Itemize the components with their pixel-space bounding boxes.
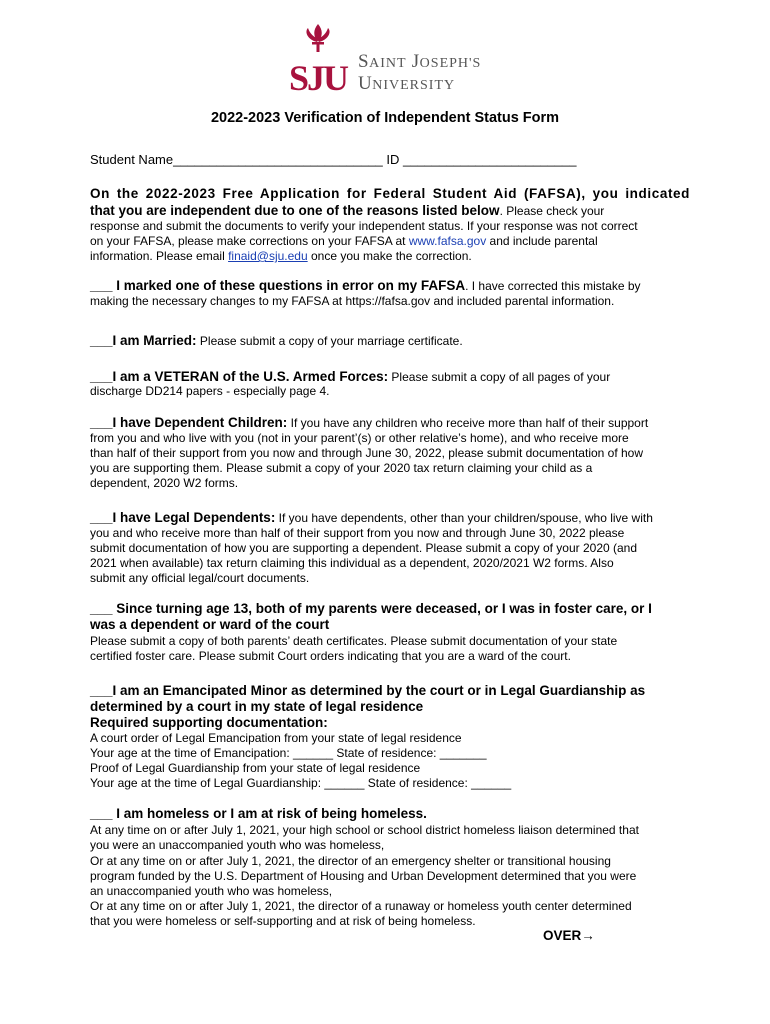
sju-logo-icon — [286, 22, 350, 100]
children-line-4: you are supporting them. Please submit a copy of your 2020 tax return claiming your child as a — [90, 461, 593, 475]
emancipated-line-4: A court order of Legal Emancipation from your state of legal residence — [90, 731, 462, 745]
intro-line-5 — [90, 249, 690, 264]
option-text: If you have any children who receive more than half of their support — [287, 416, 649, 430]
orphan-line-4: certified foster care. Please submit Court orders indicating that you are a ward of the court. — [90, 649, 571, 663]
intro-line-4 — [90, 234, 690, 249]
option-heading: ___I have Dependent Children: — [90, 415, 288, 430]
svg-text:SJU: SJU — [288, 58, 348, 98]
legal-dependents-line-3: submit documentation of how you are supporting a dependent. Please submit a copy of your 2020 (and — [90, 541, 638, 555]
intro-line-1: On the 2022-2023 Free Application for Federal Student Aid (FAFSA), you indicated — [90, 186, 690, 201]
required-docs-heading: Required supporting documentation: — [90, 715, 328, 730]
children-line-3: than half of their support from you now and through June 30, 2022, please submit documentation of how — [90, 446, 644, 460]
legal-dependents-line-5: submit any official legal/court documents. — [90, 571, 310, 585]
error-option-line-2: making the necessary changes to my FAFSA at https://fafsa.gov and included parental information. — [90, 294, 615, 308]
guardianship-age-field[interactable]: Your age at the time of Legal Guardianship: ______ State of residence: ______ — [90, 776, 512, 790]
university-logo — [286, 22, 526, 100]
logo-line-1: SAINT JOSEPH'S — [358, 51, 482, 72]
homeless-line-7: Or at any time on or after July 1, 2021, the director of a runaway or homeless youth center determined — [90, 899, 632, 913]
legal-dependents-line-2: you and who receive more than half of their support from you now and through June 30, 2022 please — [90, 526, 625, 540]
intro-rest: . Please check your — [499, 204, 605, 218]
option-text: Please submit a copy of your marriage certificate. — [196, 334, 463, 348]
option-heading: ___I am a VETERAN of the U.S. Armed Forces: — [90, 369, 389, 384]
homeless-line-2: At any time on or after July 1, 2021, your high school or school district homeless liaison determined that — [90, 823, 639, 837]
logo-line-2: UNIVERSITY — [358, 73, 456, 94]
homeless-line-6: an unaccompanied youth who was homeless, — [90, 884, 333, 898]
children-option[interactable] — [90, 415, 690, 431]
homeless-line-4: Or at any time on or after July 1, 2021, the director of an emergency shelter or transitional housing — [90, 854, 611, 868]
children-line-2: from you and who live with you (not in your parent’(s) or other relative’s home), and who receive more — [90, 431, 629, 445]
orphan-line-3: Please submit a copy of both parents’ death certificates. Please submit documentation of your state — [90, 634, 618, 648]
intro-text: once you make the correction. — [307, 249, 472, 263]
married-option[interactable] — [90, 333, 690, 349]
homeless-line-5: program funded by the U.S. Department of Housing and Urban Development determined that you were — [90, 869, 637, 883]
legal-dependents-option[interactable] — [90, 510, 690, 526]
homeless-line-8: that you were homeless or self-supporting and at risk of being homeless. — [90, 914, 476, 928]
veteran-option[interactable] — [90, 369, 690, 385]
veteran-line-2: discharge DD214 papers - especially page 4. — [90, 384, 330, 398]
intro-text: information. Please email — [90, 249, 229, 263]
orphan-option[interactable]: ___ Since turning age 13, both of my parents were deceased, or I was in foster care, or I — [90, 601, 652, 616]
emancipated-option[interactable]: ___I am an Emancipated Minor as determined by the court or in Legal Guardianship as — [90, 683, 646, 698]
intro-text: on your FAFSA, please make corrections on your FAFSA at — [90, 234, 409, 248]
error-option[interactable] — [90, 278, 690, 294]
orphan-heading-line-2: was a dependent or ward of the court — [90, 617, 330, 632]
homeless-line-3: you were an unaccompanied youth who was homeless, — [90, 838, 385, 852]
intro-bold: that you are independent due to one of the reasons listed below — [90, 203, 500, 218]
emancipated-heading-line-2: determined by a court in my state of legal residence — [90, 699, 424, 714]
intro-text: and include parental — [486, 234, 598, 248]
intro-line-2 — [90, 203, 690, 219]
option-heading: ___I am Married: — [90, 333, 197, 348]
emancipated-line-6: Proof of Legal Guardianship from your state of legal residence — [90, 761, 421, 775]
over-label: OVER→ — [543, 928, 595, 943]
children-line-5: dependent, 2020 W2 forms. — [90, 476, 239, 490]
intro-line-3: response and submit the documents to verify your independent status. If your response was not correct — [90, 219, 638, 233]
option-heading: ___I have Legal Dependents: — [90, 510, 276, 525]
fafsa-link[interactable]: www.fafsa.gov — [408, 234, 487, 248]
university-name — [358, 52, 481, 96]
email-link[interactable]: finaid@sju.edu — [228, 249, 308, 263]
option-text: . I have corrected this mistake by — [465, 279, 641, 293]
emancipation-age-field[interactable]: Your age at the time of Emancipation: ______ State of residence: _______ — [90, 746, 487, 760]
option-text: Please submit a copy of all pages of your — [388, 370, 611, 384]
homeless-option[interactable]: ___ I am homeless or I am at risk of being homeless. — [90, 806, 427, 821]
student-name-id-field[interactable]: Student Name_____________________________ ID ________________________ — [90, 152, 577, 167]
option-text: If you have dependents, other than your children/spouse, who live with — [275, 511, 653, 525]
form-title: 2022-2023 Verification of Independent Status Form — [210, 110, 560, 126]
legal-dependents-line-4: 2021 when available) tax return claiming this individual as a dependent, 2020/2021 W2 forms. Also — [90, 556, 614, 570]
option-heading: ___ I marked one of these questions in error on my FAFSA — [90, 278, 466, 293]
